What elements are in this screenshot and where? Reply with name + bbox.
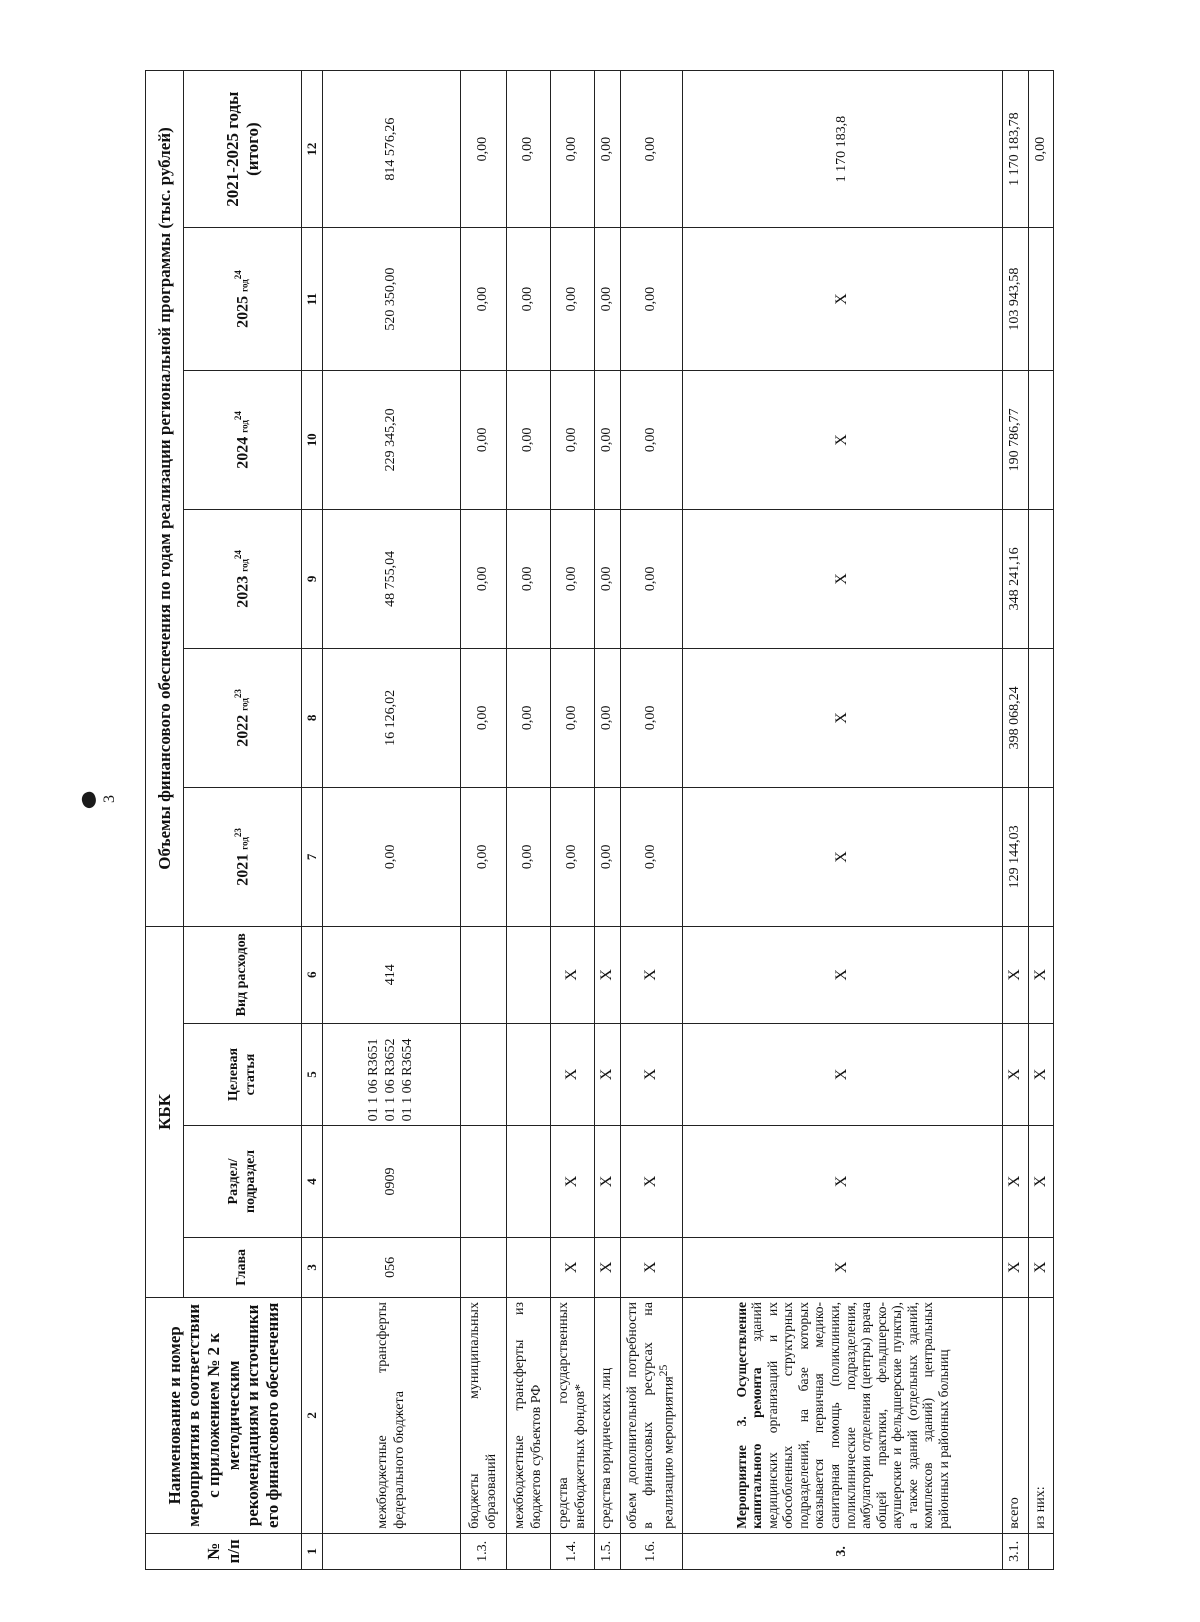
row-num [323, 1533, 461, 1569]
column-number: 11 [302, 228, 323, 371]
column-number: 9 [302, 509, 323, 648]
column-number: 1 [302, 1533, 323, 1569]
header-year-2024: 2024 год$^{24}$ [184, 370, 302, 509]
cell-2023: 0,00 [461, 509, 507, 648]
cell-razdel: X [1003, 1126, 1029, 1237]
cell-vid [461, 926, 507, 1023]
cell-razdel [461, 1126, 507, 1237]
cell-2022: 0,00 [507, 648, 551, 787]
cell-2021: X [683, 787, 1003, 926]
cell-glava [461, 1237, 507, 1297]
cell-2025: 520 350,00 [323, 228, 461, 371]
header-volumes: Объемы финансового обеспечения по годам реализации региональной программы (тыс. рублей) [146, 71, 184, 927]
table-row [551, 71, 595, 1570]
cell-2022: 0,00 [551, 648, 595, 787]
header-year-2025: 2025 год$^{24}$ [184, 228, 302, 371]
column-number: 3 [302, 1237, 323, 1297]
table-row [507, 71, 551, 1570]
cell-total: 0,00 [551, 71, 595, 228]
row-num [507, 1533, 551, 1569]
cell-razdel: X [1029, 1126, 1054, 1237]
cell-2025: X [683, 228, 1003, 371]
row-num: 1.3. [461, 1533, 507, 1569]
cell-2021: 0,00 [323, 787, 461, 926]
row-num: 1.4. [551, 1533, 595, 1569]
cell-2025 [1029, 228, 1054, 371]
cell-2025: 0,00 [551, 228, 595, 371]
cell-vid: X [1003, 926, 1029, 1023]
cell-2025: 0,00 [461, 228, 507, 371]
cell-cel: X [551, 1023, 595, 1126]
cell-vid: X [621, 926, 683, 1023]
cell-razdel: X [621, 1126, 683, 1237]
cell-2022: X [683, 648, 1003, 787]
column-number: 8 [302, 648, 323, 787]
cell-vid: X [1029, 926, 1054, 1023]
cell-razdel: X [551, 1126, 595, 1237]
cell-razdel [507, 1126, 551, 1237]
header-kbk: КБК [146, 926, 184, 1297]
cell-2024: 0,00 [595, 370, 621, 509]
cell-2023: 348 241,16 [1003, 509, 1029, 648]
cell-2021: 129 144,03 [1003, 787, 1029, 926]
cell-2024: 0,00 [551, 370, 595, 509]
cell-cel: X [621, 1023, 683, 1126]
cell-razdel: X [595, 1126, 621, 1237]
header-glava: Глава [184, 1237, 302, 1297]
cell-total: 1 170 183,8 [683, 71, 1003, 228]
cell-total: 0,00 [1029, 71, 1054, 228]
cell-2021: 0,00 [595, 787, 621, 926]
cell-glava: X [551, 1237, 595, 1297]
column-number: 6 [302, 926, 323, 1023]
cell-2022: 0,00 [461, 648, 507, 787]
cell-vid: 414 [323, 926, 461, 1023]
table-row [323, 71, 461, 1570]
cell-2023 [1029, 509, 1054, 648]
header-cel: Целевая статья [184, 1023, 302, 1126]
cell-2021 [1029, 787, 1054, 926]
cell-cel: X [1029, 1023, 1054, 1126]
cell-2025: 0,00 [595, 228, 621, 371]
cell-total: 814 576,26 [323, 71, 461, 228]
cell-cel [507, 1023, 551, 1126]
cell-2025: 0,00 [507, 228, 551, 371]
cell-2022: 398 068,24 [1003, 648, 1029, 787]
row-name: объем дополнительной потребности в финансовых ресурсах на реализацию мероприятия$^{25}$ [621, 1298, 683, 1534]
cell-razdel: X [683, 1126, 1003, 1237]
cell-glava [507, 1237, 551, 1297]
header-vid: Вид расходов [184, 926, 302, 1023]
header-total: 2021-2025 годы (итого) [184, 71, 302, 228]
cell-glava: X [621, 1237, 683, 1297]
cell-total: 0,00 [507, 71, 551, 228]
page-number: 3 [101, 795, 118, 803]
cell-glava: 056 [323, 1237, 461, 1297]
table-row [1029, 71, 1054, 1570]
ink-blot [80, 790, 99, 810]
cell-cel: X [683, 1023, 1003, 1126]
header-year-2021: 2021 год$^{23}$ [184, 787, 302, 926]
column-number: 12 [302, 71, 323, 228]
cell-2025: 0,00 [621, 228, 683, 371]
column-number: 4 [302, 1126, 323, 1237]
cell-2023: X [683, 509, 1003, 648]
table-row [1003, 71, 1029, 1570]
cell-vid: X [683, 926, 1003, 1023]
cell-total: 0,00 [621, 71, 683, 228]
cell-cel [461, 1023, 507, 1126]
financing-table [145, 70, 1054, 1570]
cell-glava: X [683, 1237, 1003, 1297]
row-name: межбюджетные трансферты федерального бюджета [323, 1298, 461, 1534]
cell-cel: X [595, 1023, 621, 1126]
cell-2025: 103 943,58 [1003, 228, 1029, 371]
cell-2023: 48 755,04 [323, 509, 461, 648]
rotated-table-container [145, 70, 1065, 1570]
cell-total: 0,00 [461, 71, 507, 228]
row-num: 1.6. [621, 1533, 683, 1569]
cell-total: 1 170 183,78 [1003, 71, 1029, 228]
cell-2022 [1029, 648, 1054, 787]
cell-glava: X [1003, 1237, 1029, 1297]
cell-2021: 0,00 [621, 787, 683, 926]
cell-2024: 0,00 [507, 370, 551, 509]
column-number: 2 [302, 1298, 323, 1534]
cell-2022: 16 126,02 [323, 648, 461, 787]
cell-razdel: 0909 [323, 1126, 461, 1237]
cell-2024: 190 786,77 [1003, 370, 1029, 509]
cell-total: 0,00 [595, 71, 621, 228]
cell-cel: 01 1 06 R3651 01 1 06 R3652 01 1 06 R3654 [323, 1023, 461, 1126]
row-name: межбюджетные трансферты из бюджетов субъектов РФ [507, 1298, 551, 1534]
table-row [595, 71, 621, 1570]
table-row-event3 [683, 71, 1003, 1570]
column-number: 10 [302, 370, 323, 509]
row-num: 3. [683, 1533, 1003, 1569]
event3-description: Мероприятие 3. Осуществление капитального ремонта зданий медицинских организаций и их обособленных структурных подразделений, на базе которых оказывается первичная медико-санитарная помощь (поликлиники, поликлинические подразделения, амбулатории отделения (центры) врача общей практики, фельдшерско-акушерские и фельдшерские пункты), а также зданий (отдельных зданий, комплексов зданий) центральных районных и районных больниц [683, 1298, 1003, 1534]
cell-2021: 0,00 [551, 787, 595, 926]
cell-2021: 0,00 [461, 787, 507, 926]
cell-vid: X [551, 926, 595, 1023]
column-number: 7 [302, 787, 323, 926]
cell-2022: 0,00 [621, 648, 683, 787]
row-name: средства государственных внебюджетных фондов* [551, 1298, 595, 1534]
header-name: Наименование и номер мероприятия в соответствии с приложением № 2 к методическим рекомендациям и источники его финансового обеспечения [146, 1298, 302, 1534]
cell-2023: 0,00 [595, 509, 621, 648]
cell-glava: X [1029, 1237, 1054, 1297]
header-year-2022: 2022 год$^{23}$ [184, 648, 302, 787]
cell-2024: 229 345,20 [323, 370, 461, 509]
cell-2024: X [683, 370, 1003, 509]
cell-2024 [1029, 370, 1054, 509]
row-name: всего [1003, 1298, 1029, 1534]
header-num: № п/п [146, 1533, 302, 1569]
cell-2024: 0,00 [461, 370, 507, 509]
cell-glava: X [595, 1237, 621, 1297]
cell-2023: 0,00 [621, 509, 683, 648]
row-name: средства юридических лиц [595, 1298, 621, 1534]
header-razdel: Раздел/ подраздел [184, 1126, 302, 1237]
row-num: 1.5. [595, 1533, 621, 1569]
cell-2023: 0,00 [551, 509, 595, 648]
cell-2021: 0,00 [507, 787, 551, 926]
column-number: 5 [302, 1023, 323, 1126]
cell-cel: X [1003, 1023, 1029, 1126]
cell-vid [507, 926, 551, 1023]
row-name: из них: [1029, 1298, 1054, 1534]
table-row [621, 71, 683, 1570]
cell-vid: X [595, 926, 621, 1023]
cell-2024: 0,00 [621, 370, 683, 509]
row-name: бюджеты муниципальных образований [461, 1298, 507, 1534]
cell-2023: 0,00 [507, 509, 551, 648]
table-row [461, 71, 507, 1570]
header-year-2023: 2023 год$^{24}$ [184, 509, 302, 648]
row-num [1029, 1533, 1054, 1569]
row-num: 3.1. [1003, 1533, 1029, 1569]
cell-2022: 0,00 [595, 648, 621, 787]
